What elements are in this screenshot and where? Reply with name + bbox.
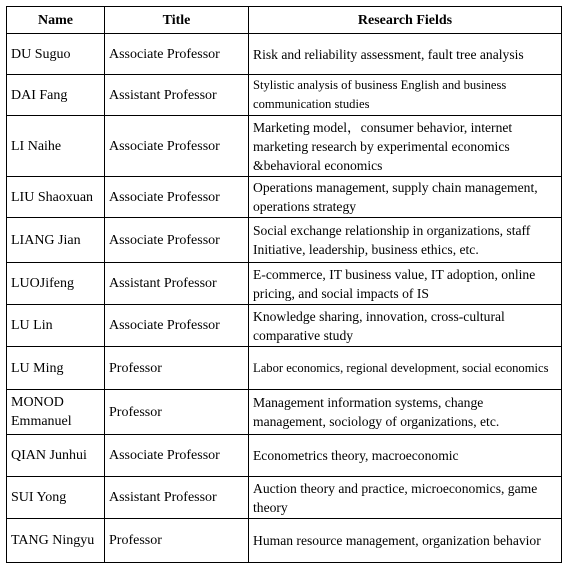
table-row — [7, 305, 562, 347]
cell-research-fields: Knowledge sharing, innovation, cross-cultural comparative study — [249, 305, 562, 347]
table-row — [7, 435, 562, 477]
table-row — [7, 477, 562, 519]
cell-title: Associate Professor — [105, 177, 249, 218]
cell-name: LIU Shaoxuan — [7, 177, 105, 218]
cell-name: LI Naihe — [7, 116, 105, 177]
cell-name: LUOJifeng — [7, 263, 105, 305]
cell-research-fields: Labor economics, regional development, social economics — [249, 347, 562, 390]
cell-name: TANG Ningyu — [7, 519, 105, 563]
table-row — [7, 519, 562, 563]
header-name: Name — [7, 7, 105, 34]
cell-title: Associate Professor — [105, 116, 249, 177]
cell-research-fields: Social exchange relationship in organizations, staff Initiative, leadership, business ethics, etc. — [249, 218, 562, 263]
cell-name: DU Suguo — [7, 34, 105, 75]
cell-title: Associate Professor — [105, 34, 249, 75]
cell-name: SUI Yong — [7, 477, 105, 519]
cell-title: Professor — [105, 390, 249, 435]
cell-name: DAI Fang — [7, 75, 105, 116]
table-row — [7, 263, 562, 305]
cell-title: Assistant Professor — [105, 263, 249, 305]
table-row — [7, 218, 562, 263]
table-row — [7, 177, 562, 218]
cell-title: Assistant Professor — [105, 477, 249, 519]
cell-research-fields: Risk and reliability assessment, fault tree analysis — [249, 34, 562, 75]
cell-research-fields: Operations management, supply chain management, operations strategy — [249, 177, 562, 218]
cell-research-fields: Human resource management, organization behavior — [249, 519, 562, 563]
table-row — [7, 75, 562, 116]
cell-title: Professor — [105, 347, 249, 390]
cell-research-fields: E-commerce, IT business value, IT adoption, online pricing, and social impacts of IS — [249, 263, 562, 305]
cell-research-fields: Econometrics theory, macroeconomic — [249, 435, 562, 477]
faculty-table — [6, 6, 562, 563]
table-row — [7, 390, 562, 435]
cell-title: Associate Professor — [105, 218, 249, 263]
cell-title: Associate Professor — [105, 435, 249, 477]
header-research-fields: Research Fields — [249, 7, 562, 34]
cell-name: LIANG Jian — [7, 218, 105, 263]
cell-title: Assistant Professor — [105, 75, 249, 116]
cell-research-fields: Management information systems, change management, sociology of organizations, etc. — [249, 390, 562, 435]
cell-name: LU Lin — [7, 305, 105, 347]
cell-name: MONOD Emmanuel — [7, 390, 105, 435]
cell-name: QIAN Junhui — [7, 435, 105, 477]
cell-title: Associate Professor — [105, 305, 249, 347]
header-row — [7, 7, 562, 34]
cell-research-fields: Auction theory and practice, microeconomics, game theory — [249, 477, 562, 519]
table-row — [7, 116, 562, 177]
cell-research-fields: Stylistic analysis of business English and business communication studies — [249, 75, 562, 116]
table-row — [7, 34, 562, 75]
header-title: Title — [105, 7, 249, 34]
cell-name: LU Ming — [7, 347, 105, 390]
table-row — [7, 347, 562, 390]
cell-research-fields: Marketing model，consumer behavior, internet marketing research by experimental economics &behavioral economics — [249, 116, 562, 177]
cell-title: Professor — [105, 519, 249, 563]
